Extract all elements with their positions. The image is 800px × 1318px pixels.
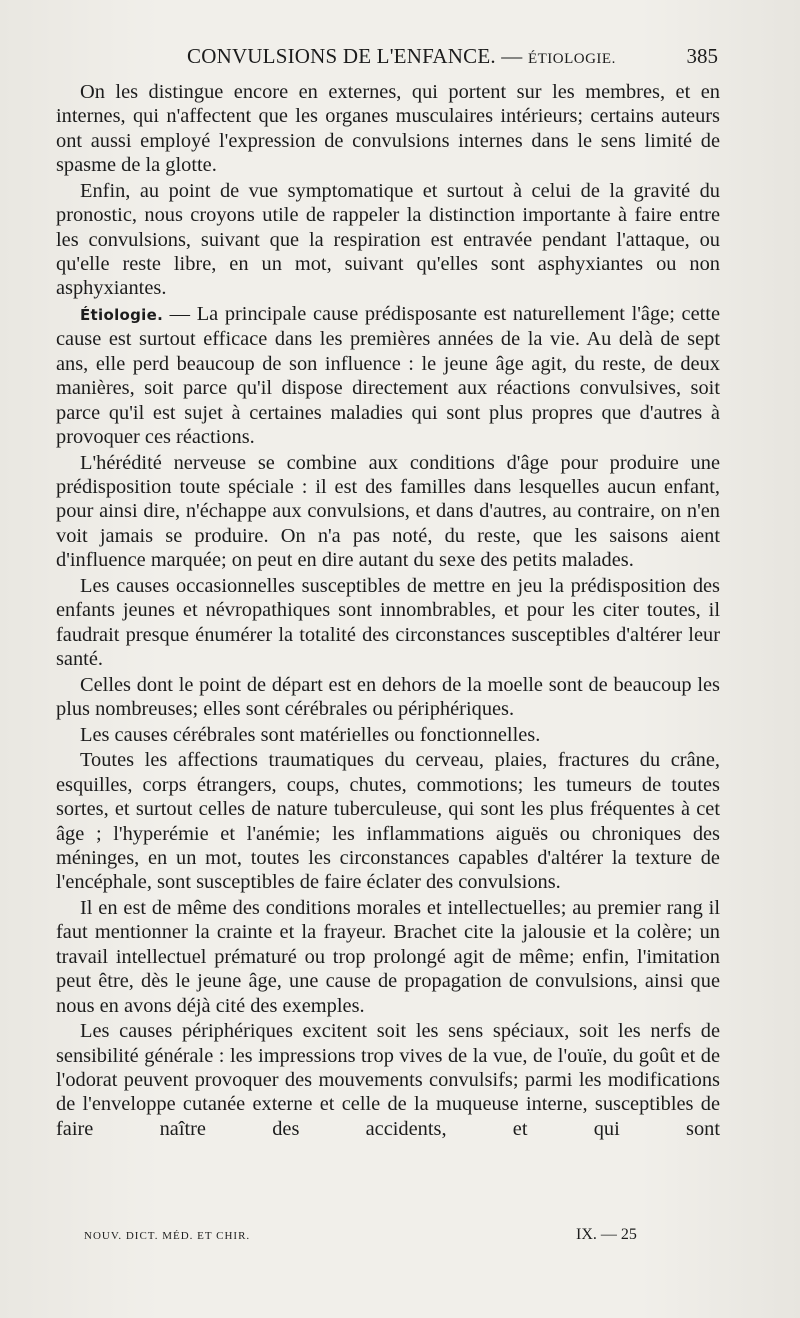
- paragraph: Les causes occasionnelles susceptibles de mettre en jeu la prédisposition des enfants jeunes et névropathiques sont innombrables, et pour les citer toutes, il faudrait presque énumérer la totalité des circonstances susceptibles d'altérer leur santé.: [56, 574, 720, 671]
- paragraph: L'hérédité nerveuse se combine aux conditions d'âge pour produire une prédisposition toute spéciale : il est des familles dans lesquelles aucun enfant, pour ainsi dire, n'échappe aux convulsions, et dans d'autres, au contraire, on n'en voit jamais se produire. On n'a pas noté, du reste, que les saisons aient d'influence marquée; on peut en dire autant du sexe des petits malades.: [56, 451, 720, 572]
- running-header: [82, 44, 718, 74]
- paragraph: Les causes cérébrales sont matérielles ou fonctionnelles.: [80, 723, 541, 746]
- footer-source: NOUV. DICT. MÉD. ET CHIR.: [84, 1230, 251, 1242]
- paragraph: Toutes les affections traumatiques du cerveau, plaies, fractures du crâne, esquilles, corps étrangers, coups, chutes, commotions; les tumeurs de toutes sortes, et surtout celles de nature tuberculeuse, qui sont les plus fréquentes à cet âge ; l'hyperémie et l'anémie; les inflammations aiguës ou chroniques des méninges, en un mot, toutes les circonstances capables d'altérer la texture de l'encéphale, sont susceptibles de faire éclater des convulsions.: [56, 749, 720, 894]
- paragraph: Les causes périphériques excitent soit les sens spéciaux, soit les nerfs de sensibilité générale : les impressions trop vives de la vue, de l'ouïe, du goût et de l'odorat peuvent provoquer des mouvements convulsifs; parmi les modifications de l'enveloppe cutanée externe et celle de la muqueuse interne, susceptibles de faire naître des accidents, et qui sont: [56, 1020, 720, 1140]
- running-title: CONVULSIONS DE L'ENFANCE. — ÉTIOLOGIE.: [187, 44, 616, 68]
- section-title: ÉTIOLOGIE.: [527, 51, 616, 67]
- paragraph: On les distingue encore en externes, qui portent sur les membres, et en internes, qui n'affectent que les organes musculaires intérieurs; certains auteurs ont aussi employé l'expression de convulsions internes dans le sens limité de spasme de la glotte.: [56, 81, 720, 177]
- section-heading: Étiologie.: [80, 306, 164, 325]
- paragraph: Enfin, au point de vue symptomatique et surtout à celui de la gravité du pronostic, nous croyons utile de rappeler la distinction importante à faire entre les convulsions, suivant que la respiration est entravée pendant l'attaque, ou qu'elle reste libre, en un mot, suivant qu'elles sont asphyxiantes ou non asphyxiantes.: [56, 179, 720, 300]
- footer-volume: IX. — 25: [576, 1226, 637, 1243]
- page-number: 385: [686, 44, 718, 68]
- paragraph: Étiologie. — La principale cause prédisposante est naturellement l'âge; cette cause est surtout efficace dans les premières années de la vie. Au delà de sept ans, elle perd beaucoup de son influence : le jeune âge agit, du reste, de deux manières, soit parce qu'il dispose directement aux réactions convulsives, soit parce qu'il est sujet à certaines maladies qui sont plus propres que d'autres à provoquer ces réactions.: [56, 303, 720, 449]
- body-text: [56, 80, 720, 1142]
- page-footer: [84, 1226, 684, 1250]
- paragraph: Celles dont le point de départ est en dehors de la moelle sont de beaucoup les plus nombreuses; elles sont cérébrales ou périphériques.: [56, 673, 720, 721]
- paragraph: Il en est de même des conditions morales et intellectuelles; au premier rang il faut mentionner la crainte et la frayeur. Brachet cite la jalousie et la colère; un travail intellectuel prématuré ou trop prolongé agit de même; enfin, l'imitation peut être, dès le jeune âge, une cause de propagation de convulsions, ainsi que nous en avons déjà cité des exemples.: [56, 896, 720, 1017]
